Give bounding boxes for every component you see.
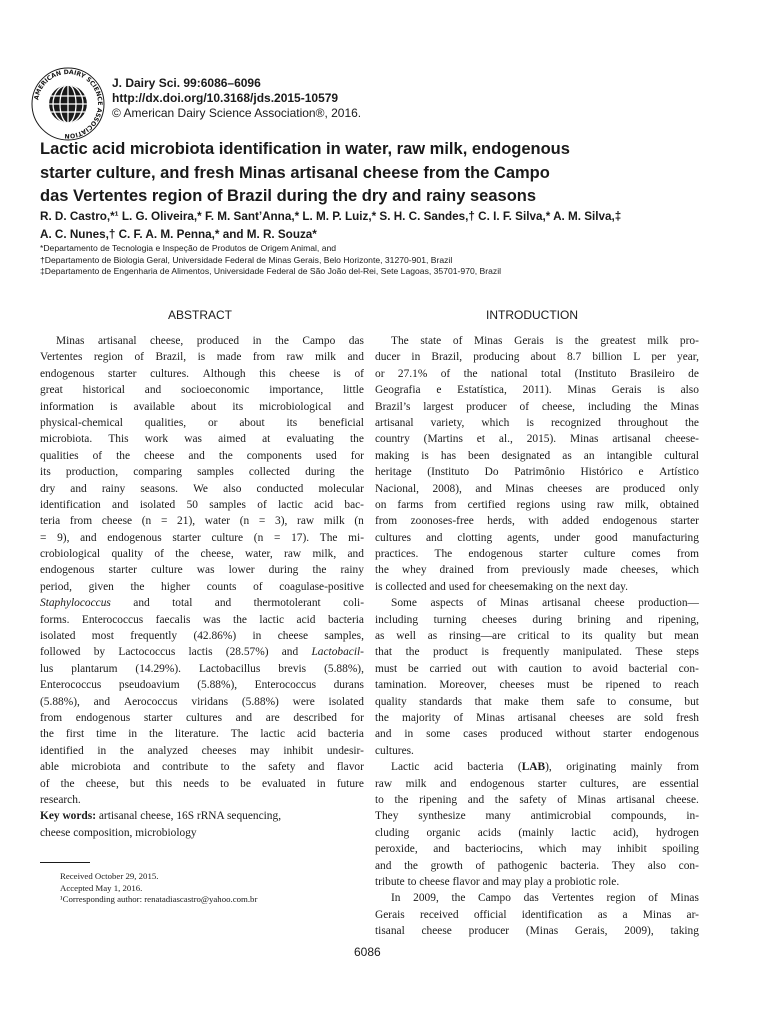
- text-line: qualities of the cheese and the components used for: [40, 449, 364, 462]
- text-line: peroxide, and bacteriocins, which may inhibit spoiling: [375, 843, 699, 856]
- text-line: tisanal cheese producer (Minas Gerais, 2009), taking: [375, 925, 699, 938]
- text-line: cluding organic acids (mainly lactic acid), hydrogen: [375, 826, 699, 839]
- text-line: cultures.: [375, 744, 414, 757]
- text-line: or 27.1% of the national total (Instituto Brasileiro de: [375, 367, 699, 380]
- footnote-divider: [40, 862, 90, 863]
- text-line: cultures and clotting agents, under good manufacturing: [375, 531, 699, 544]
- received-date: Received October 29, 2015.: [60, 871, 159, 881]
- title-line: Lactic acid microbiota identification in water, raw milk, endogenous: [40, 140, 570, 158]
- text-line: quality standards that make them safe to consume, but: [375, 695, 699, 708]
- text-line: period, given the higher counts of coagulase-positive: [40, 580, 364, 593]
- text-line: Enterococcus pseudoavium (5.88%), Enterococcus durans: [40, 679, 364, 692]
- text-line: making is has been designated as an intangible cultural: [375, 449, 699, 462]
- text-line: Staphylococcus and total and thermotolerant coli-: [40, 597, 364, 610]
- text-line: Minas artisanal cheese, produced in the Campo das: [56, 335, 364, 347]
- text-line: from endogenous starter cultures and are described for: [40, 711, 364, 724]
- text-line: the first time in the literature. The lactic acid bacteria: [40, 728, 364, 741]
- text-line: to the ripening and the safety of Minas artisanal cheese.: [375, 793, 699, 806]
- title-line: starter culture, and fresh Minas artisanal cheese from the Campo: [40, 163, 550, 182]
- affiliation: †Departamento de Biologia Geral, Universidade Federal de Minas Gerais, Belo Horizonte, 31270-901, Brazil: [40, 254, 453, 265]
- abstract-heading: ABSTRACT: [168, 308, 233, 322]
- authors-line: A. C. Nunes,† C. F. A. M. Penna,* and M. R. Souza*: [40, 228, 317, 241]
- text-line: They synthesize many antimicrobial compounds, in-: [375, 810, 699, 823]
- text-line: identified in the analyzed cheeses may inhibit undesir-: [40, 744, 364, 757]
- text-line: the whey drained from previously made cheeses, which: [375, 564, 699, 577]
- ads-association-logo: [30, 66, 106, 142]
- keywords-label: Key words:: [40, 810, 96, 823]
- text-line: great historical and socioeconomic importance, little: [40, 384, 364, 397]
- text-line: research.: [40, 793, 81, 806]
- corresponding-author: ¹Corresponding author: renatadiascastro@yahoo.com.br: [60, 894, 258, 904]
- text-line: identification and isolated 50 samples of lactic acid bac-: [40, 498, 364, 511]
- text-line: ducer in Brazil, producing about 8.7 billion L per year,: [375, 351, 699, 364]
- article-title: [40, 138, 740, 209]
- copyright-notice: © American Dairy Science Association®, 2016.: [112, 106, 362, 120]
- text-line: and the growth of pathogenic bacteria. They also con-: [375, 859, 699, 872]
- title-line: das Vertentes region of Brazil during the dry and rainy seasons: [40, 187, 537, 205]
- text-line: teria from cheese (n = 21), water (n = 3), raw milk (n: [40, 515, 364, 528]
- text-line: Gerais received official identification as a Minas ar-: [375, 908, 699, 921]
- author-list: [40, 208, 740, 244]
- text-line: physical-chemical qualities, or about its beneficial: [40, 416, 364, 429]
- logo-ring-text: AMERICAN DAIRY SCIENCE ASSOCIATION: [33, 68, 104, 140]
- text-line: lus plantarum (14.29%). Lactobacillus brevis (5.88%),: [40, 662, 364, 675]
- text-line: must be carried out with caution to avoid bacterial con-: [375, 662, 699, 675]
- text-line: is collected and used for cheesemaking on the next day.: [375, 580, 628, 593]
- text-line: Some aspects of Minas artisanal cheese production—: [391, 597, 699, 610]
- text-line: dry and rainy seasons. We also conducted molecular: [40, 482, 364, 495]
- globe-icon: [47, 83, 89, 125]
- text-line: heritage (Instituto Do Patrimônio Histórico e Artístico: [375, 466, 699, 479]
- text-line: endogenous starter culture was lower during the rainy: [40, 564, 364, 577]
- introduction-heading: INTRODUCTION: [486, 308, 578, 322]
- text-line: country (Martins et al., 2015). Minas artisanal cheese-: [375, 433, 699, 446]
- text-line: practices. The endogenous starter culture comes from: [375, 548, 699, 561]
- text-line: of the cheese, but this needs to be evaluated in future: [40, 777, 364, 790]
- footnotes: [60, 871, 257, 906]
- accepted-date: Accepted May 1, 2016.: [60, 882, 143, 893]
- keywords: [40, 808, 364, 824]
- journal-info: [112, 76, 361, 121]
- text-line: its production, comparing samples collected during the: [40, 466, 364, 479]
- text-line: microbiota. This work was aimed at evaluating the: [40, 433, 364, 446]
- text-line: as well as rinsing—are critical to its quality but mean: [375, 630, 699, 643]
- text-line: followed by Lactococcus lactis (28.57%) and Lactobacil-: [40, 646, 364, 659]
- text-line: The state of Minas Gerais is the greatest milk pro-: [391, 335, 699, 347]
- text-line: forms. Enterococcus faecalis was the lactic acid bacteria: [40, 613, 364, 626]
- text-line: the majority of Minas artisanal cheeses are sold fresh: [375, 711, 699, 724]
- text-line: isolated most frequently (42.86%) in cheese samples,: [40, 630, 364, 643]
- text-line: that the product is frequently manipulated. These steps: [375, 646, 699, 659]
- text-line: able microbiota and contribute to the safety and flavor: [40, 761, 364, 774]
- keywords-text: cheese composition, microbiology: [40, 826, 197, 839]
- text-line: information is available about its microbiological and: [40, 400, 364, 413]
- text-line: from zoonoses-free herds, with added endogenous starter: [375, 515, 699, 528]
- text-line: Lactic acid bacteria (LAB), originating mainly from: [391, 761, 699, 774]
- text-line: Nacional, 2008), and Minas cheeses are produced only: [375, 482, 699, 495]
- text-line: = 9), and endogenous starter culture (n = 17). The mi-: [40, 531, 364, 544]
- text-line: raw milk and endogenous starter cultures, are essential: [375, 777, 699, 790]
- text-line: artisanal variety, which is recognized throughout the: [375, 416, 699, 429]
- affiliation: ‡Departamento de Engenharia de Alimentos, Universidade Federal de São João del-Rei, Sete Lagoas, 35701-970, Brazil: [40, 266, 502, 276]
- text-line: Geografia e Estatística, 2011). Minas Gerais is also: [375, 384, 699, 397]
- doi-link[interactable]: http://dx.doi.org/10.3168/jds.2015-10579: [112, 91, 339, 105]
- text-line: tamination. Moreover, cheeses must be ripened to reach: [375, 679, 699, 692]
- abstract-body: [40, 333, 364, 841]
- affiliations: [40, 243, 740, 278]
- introduction-body: [375, 333, 699, 939]
- text-line: (5.88%), and Aerococcus viridans (5.88%) were isolated: [40, 695, 364, 708]
- text-line: crobiological quality of the cheese, water, raw milk, and: [40, 548, 364, 561]
- affiliation: *Departamento de Tecnologia e Inspeção de Produtos de Origem Animal, and: [40, 243, 337, 253]
- text-line: on farms from certified regions using raw milk, obtained: [375, 498, 699, 511]
- text-line: Vertentes region of Brazil, is made from raw milk and: [40, 351, 364, 364]
- text-line: including turning cheeses during brining and ripening,: [375, 613, 699, 626]
- text-line: tribute to cheese flavor and may play a probiotic role.: [375, 875, 620, 888]
- text-line: and in some cases produced without starter endogenous: [375, 728, 699, 741]
- text-line: endogenous starter cultures. Although this cheese is of: [40, 367, 364, 380]
- text-line: Brazil’s largest producer of cheese, including the Minas: [375, 400, 699, 413]
- page-number: 6086: [354, 945, 381, 959]
- text-line: In 2009, the Campo das Vertentes region of Minas: [391, 892, 699, 905]
- keywords-text: artisanal cheese, 16S rRNA sequencing,: [96, 810, 282, 823]
- journal-reference: J. Dairy Sci. 99:6086–6096: [112, 76, 261, 90]
- authors-line: R. D. Castro,*¹ L. G. Oliveira,* F. M. Sant’Anna,* L. M. P. Luiz,* S. H. C. Sandes,† C. I. F. Silva,* A. M. Silva,‡: [40, 210, 622, 223]
